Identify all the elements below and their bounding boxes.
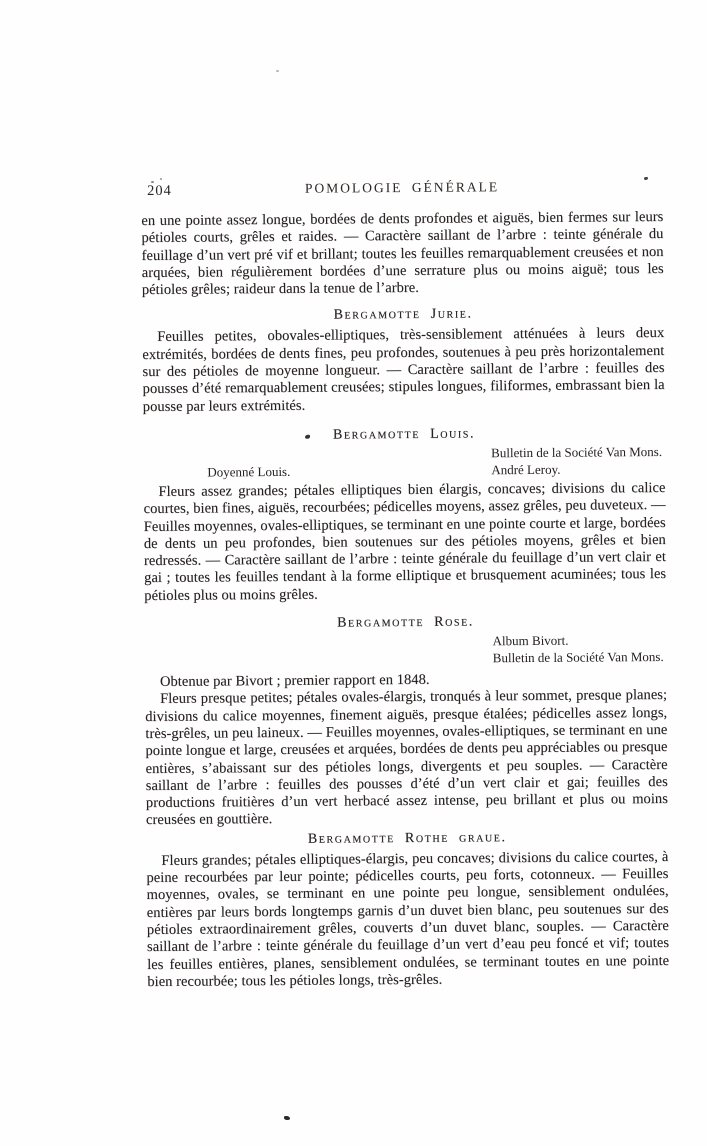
continuation-paragraph: en une pointe assez longue, bordées de dents profondes et aiguës, bien fermes sur leurs pétioles courts, grêles et raides. — Caractère saillant de l’arbre : teinte générale du feuillage d’un vert pré vif et brillant; toutes les feuilles remarquablement creusées et non arquées, bien régulièrement bordées d’une serrature plus ou moins aiguë; tous les pétioles grêles; raideur dans la tenue de l’arbre. [141,208,664,299]
section-heading-bergamotte-louis [143,425,665,445]
ink-speck [160,178,162,180]
ink-speck [276,70,279,72]
citation-block-rose [145,631,667,670]
section-paragraph-rose: Fleurs presque petites; pétales ovales-élargis, tronqués à leur sommet, presque planes; divisions du calice moyennes, finement aiguës, presque étalées; pédicelles assez longs, très-grêles, un peu laineux. — Feuilles moyennes, ovales-elliptiques, se terminant en une pointe longue et large, creusées et arquées, bordées de dents peu appréciables ou presque entières, s’abaissant sur des pétioles longs, divergents et peu souples. — Caractère saillant de l’arbre : feuilles des pousses d’été d’un vert clair et gai; feuilles des productions fruitières d’un vert herbacé assez intense, peu brillant et plus ou moins creusées en gouttière. [145,687,668,829]
section-heading-bergamotte-jurie: Bergamotte Jurie. [333,306,473,324]
citation-source: Bulletin de la Société Van Mons. [491,443,663,461]
page-header [141,178,663,200]
synonym-name: Doyenné Louis. [207,463,291,480]
section-paragraph-jurie: Feuilles petites, obovales-elliptiques, très-sensiblement atténuées à leurs deux extrémités, bordées de dents fines, peu profondes, soutenues à peu près horizontalement sur des pétioles de moyenne longueur. — Caractère saillant de l’arbre : feuilles des pousses d’été remarquablement creusées; stipules longues, filiformes, embrassant bien la pousse par leurs extrémités. [142,325,665,415]
section-paragraph-louis: Fleurs assez grandes; pétales elliptiques bien élargis, concaves; divisions du calice courtes, bien fines, aiguës, recourbées; pédicelles moyens, assez grêles, peu duveteux. — Feuilles moyennes, ovales-elliptiques, se terminant en une pointe courte et large, bordées de dents un peu profondes, bien soutenues sur des pétioles moyens, grêles et bien redressés. — Caractère saillant de l’arbre : teinte générale du feuillage d’un vert clair et gai ; toutes les feuilles tendant à la forme elliptique et brusquement acuminées; tous les pétioles plus ou moins grêles. [143,479,667,604]
ink-mark [305,435,310,439]
section-intro-rose: Obtenue par Bivort ; premier rapport en 1848. [159,671,430,690]
section-paragraph-rothe-graue: Fleurs grandes; pétales elliptiques-élargis, peu concaves; divisions du calice courtes, à peine recourbées par leur pointe; pédicelles courts, peu forts, cotonneux. — Feuilles moyennes, ovales, se terminant en une pointe peu longue, sensiblement ondulées, entières par leurs bords longtemps garnis d’un duvet bien blanc, peu soutenues sur des pétioles extraordinairement grêles, couverts d’un duvet blanc, souples. — Caractère saillant de l’arbre : teinte générale du feuillage d’un vert d’eau peu foncé et vif; toutes les feuilles entières, planes, sensiblement ondulées, se terminant toutes en une pointe bien recourbée; tous les pétioles longs, très-grêles. [146,848,670,990]
ink-speck [284,1116,290,1120]
page-number: 204 [147,182,172,200]
section-heading-bergamotte-rothe-graue: Bergamotte Rothe graue. [307,829,507,847]
citation-source: Album Bivort. [492,632,569,649]
page-content [141,178,669,991]
section-heading-bergamotte-rose: Bergamotte Rose. [336,614,474,631]
citation-source: André Leroy. [491,461,561,478]
citation-block-louis [143,443,665,482]
citation-source: Bulletin de la Société Van Mons. [492,649,664,666]
section-heading-label: Bergamotte Louis. [332,426,476,443]
running-title: POMOLOGIE GÉNÉRALE [304,179,500,196]
